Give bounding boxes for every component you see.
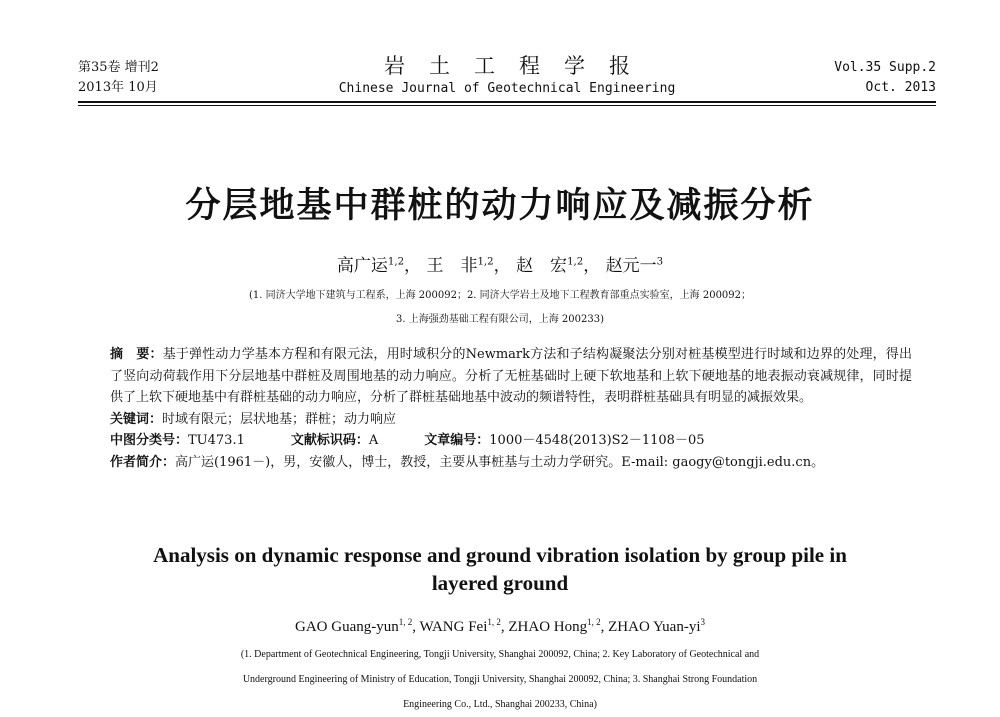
header-rule-thin [78, 105, 936, 106]
doc-code-label: 文献标识码： [290, 433, 369, 448]
journal-name-en: Chinese Journal of Geotechnical Engineering [338, 81, 676, 96]
volume-issue-en: Vol.35 Supp.2 [834, 60, 936, 75]
affiliation-line: (1. 同济大学地下建筑与工程系，上海 200092；2. 同济大学岩土及地下工程教育部重点实验室，上海 200092； [248, 290, 752, 301]
author-bio-label: 作者简介： [110, 454, 176, 470]
date-en: Oct. 2013 [865, 80, 936, 95]
affiliation-line-en: (1. Department of Geotechnical Engineering, Tongji University, Shanghai 200092, China; 2. Key Laboratory of Geotechnical and [240, 649, 760, 660]
abstract-text: 基于弹性动力学基本方程和有限元法，用时域积分的Newmark方法和子结构凝聚法分别对桩基模型进行时域和边界的处理，得出了竖向动荷载作用下分层地基中群桩及周围地基的动力响应。分析了无桩基础时上硬下软地基和上软下硬地基的地表振动衰减规律，同时提供了上软下硬地基中有群桩基础的动力响应，分析了群桩基础地基中波动的频谱特性，表明群桩基础具有明显的减振效果。 [110, 347, 912, 405]
abstract-label: 摘 要： [110, 347, 163, 362]
affiliation-line-en: Engineering Co., Ltd., Shanghai 200233, China) [403, 699, 597, 710]
affiliation-line: 3. 上海强劲基础工程有限公司，上海 200233) [396, 314, 604, 325]
author-bio-text: 高广运(1961－)，男，安徽人，博士，教授，主要从事桩基与土动力学研究。E-mail: gaogy@tongji.edu.cn。 [175, 454, 825, 470]
author-affil-mark: 1, 2 [487, 617, 501, 627]
article-no-label: 文章编号： [424, 433, 490, 448]
clc-label: 中图分类号： [110, 433, 189, 448]
front-matter-cn [110, 344, 912, 473]
affiliation-line-en: Underground Engineering of Ministry of Education, Tongji University, Shanghai 200092, China; 3. Shanghai Strong Foundation [242, 674, 758, 685]
author-name: 赵元一 [605, 256, 657, 276]
affiliations-cn [0, 284, 1000, 332]
author-name-en: ZHAO Hong [508, 619, 588, 635]
clc-value: TU473.1 [188, 433, 245, 448]
keywords-cn [110, 409, 912, 431]
journal-name-cn: 岩土工程学报 [384, 54, 654, 78]
author-name: 王 非 [426, 256, 478, 276]
author-list-cn: 高广运$^{1,2}$， 王 非$^{1,2}$， 赵 宏$^{1,2}$， 赵元一$^3$ [336, 256, 664, 276]
header-center [78, 52, 936, 98]
author-affil-mark: 3 [700, 617, 705, 627]
affiliations-en [150, 642, 850, 717]
author-name: 赵 宏 [516, 256, 568, 276]
title-en-line: Analysis on dynamic response and ground vibration isolation by group pile in [153, 543, 847, 567]
author-affil-mark: 1,2 [387, 256, 405, 268]
author-list-en: GAO Guang-yun$^{1, 2}$, WANG Fei$^{1, 2}$, ZHAO Hong$^{1, 2}$, ZHAO Yuan-$yi^3$ [295, 617, 705, 635]
keywords-label: 关键词： [110, 411, 163, 427]
author-name: 高广运 [336, 256, 388, 276]
doc-code-value: A [368, 433, 379, 448]
header-right [834, 58, 936, 98]
paper-title-en [80, 541, 920, 597]
author-affil-mark: 1,2 [567, 256, 584, 268]
article-no-value: 1000－4548(2013)S2－1108－05 [489, 433, 705, 448]
classification-row [110, 430, 912, 452]
author-name-en: ZHAO Yuan-yi [608, 619, 701, 635]
author-name-en: WANG Fei [419, 619, 488, 635]
title-en-line: layered ground [431, 571, 569, 595]
abstract-cn [110, 344, 912, 409]
date-cn: 2013年 10月 [78, 80, 158, 95]
paper-title-cn: 分层地基中群桩的动力响应及减振分析 [185, 186, 815, 226]
author-affil-mark: 3 [656, 256, 664, 268]
author-affil-mark: 1, 2 [587, 617, 601, 627]
author-affil-mark: 1,2 [477, 256, 494, 268]
author-affil-mark: 1, 2 [398, 617, 413, 627]
author-bio [110, 452, 912, 474]
keywords-text: 时域有限元；层状地基；群桩；动力响应 [162, 411, 397, 427]
journal-header [78, 52, 936, 100]
volume-issue-cn: 第35卷 增刊2 [78, 60, 159, 75]
header-rule-thick [78, 101, 936, 103]
author-name-en: GAO Guang-yun [295, 619, 399, 635]
